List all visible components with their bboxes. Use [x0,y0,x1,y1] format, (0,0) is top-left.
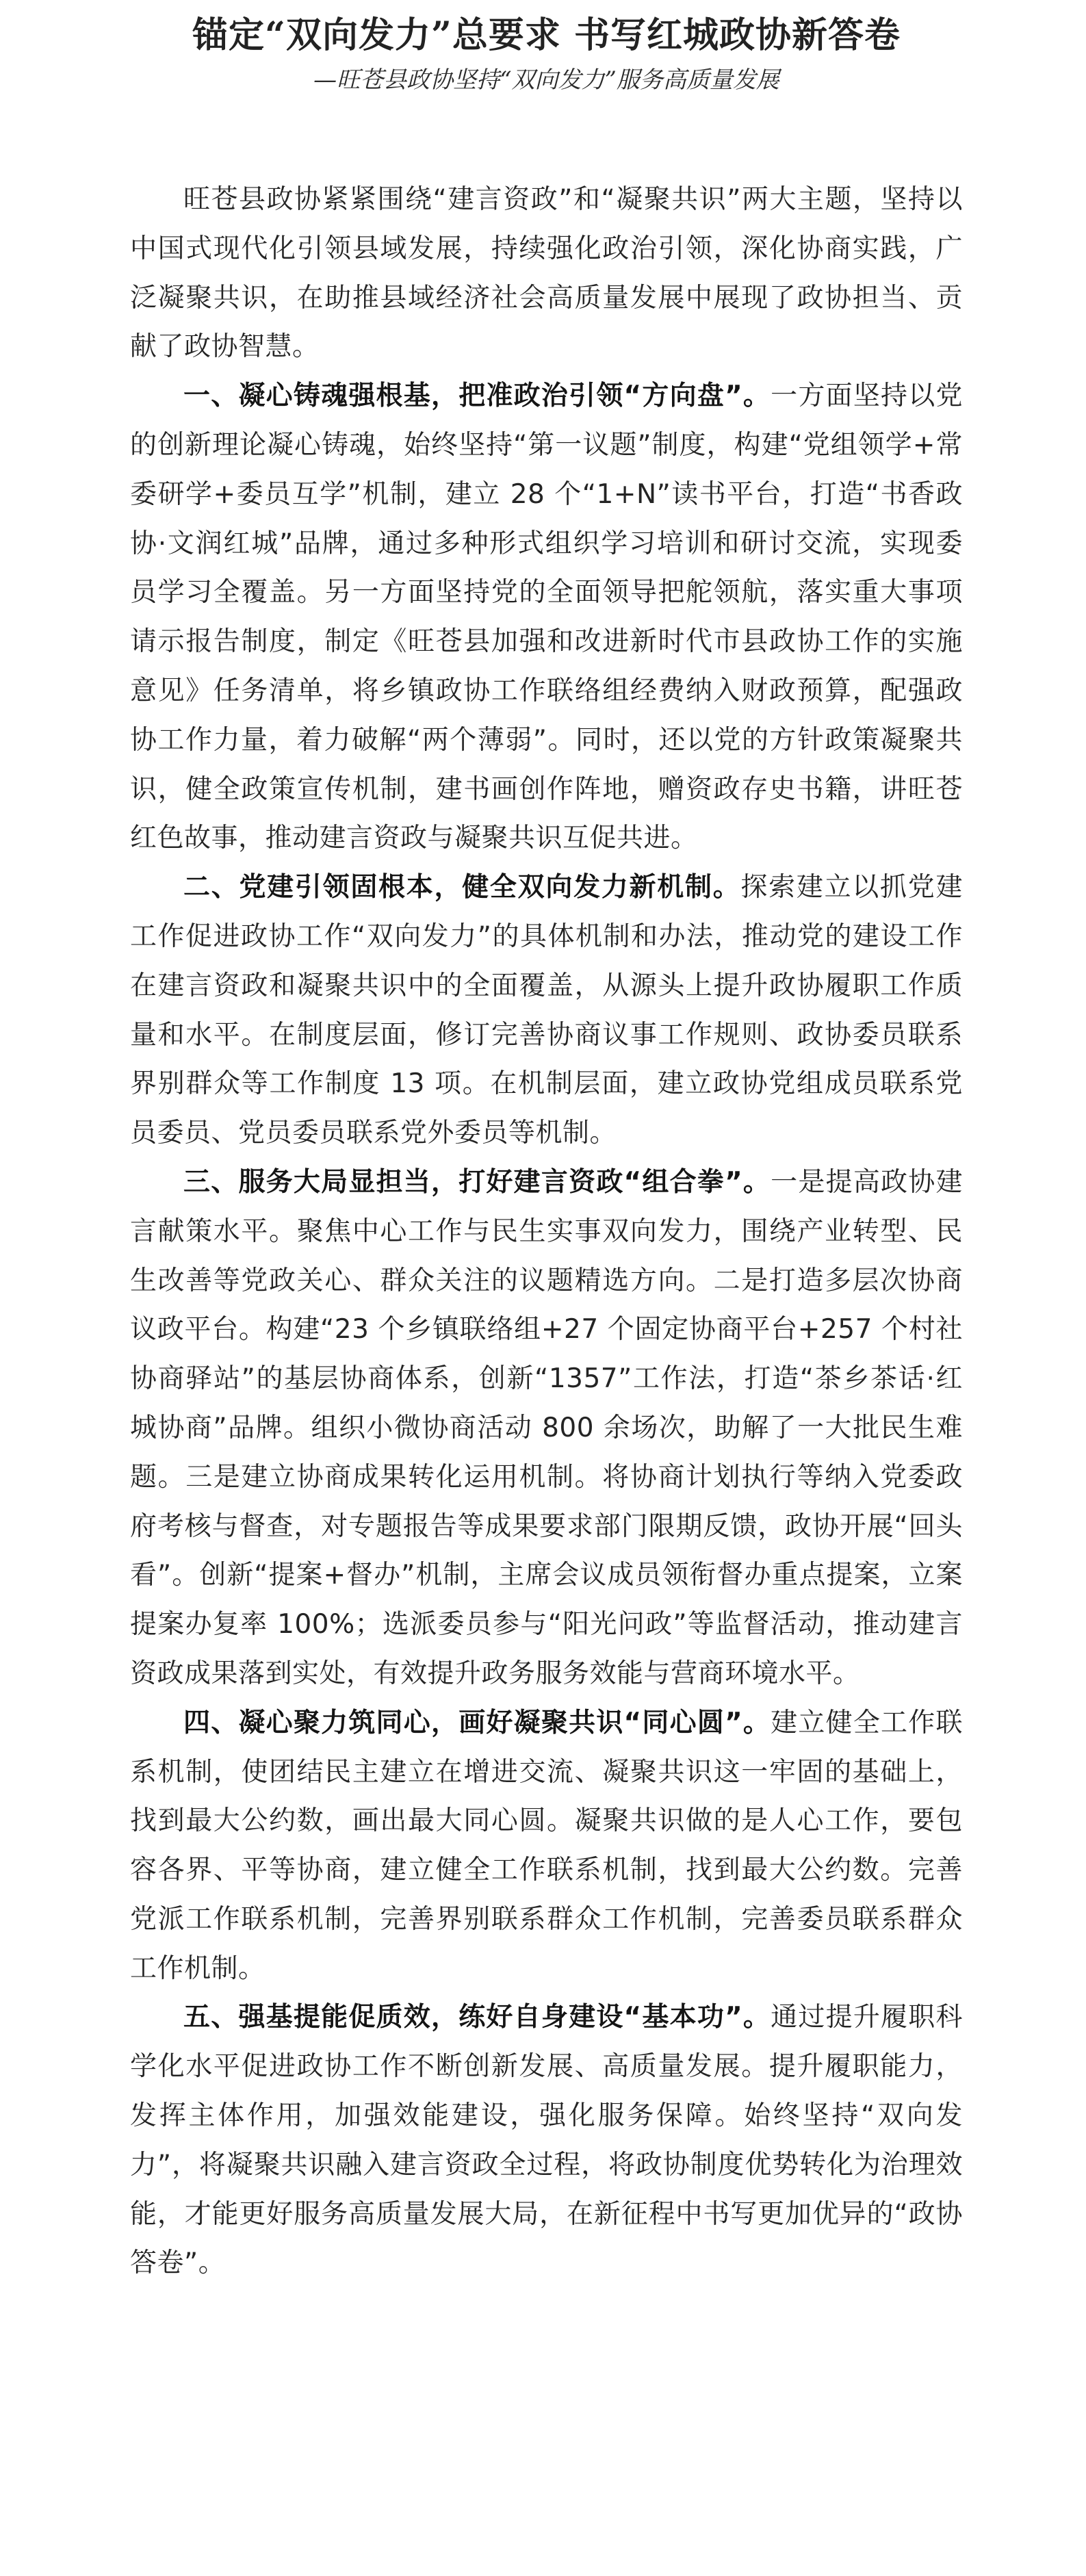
article-body [130,175,963,2288]
section-paragraph-2 [130,863,963,1158]
section-heading-3: 三、服务大局显担当，打好建言资政“组合拳”。 [183,1166,771,1198]
section-heading-1: 一、凝心铸魂强根基，把准政治引领“方向盘”。 [183,381,771,412]
section-heading-4: 四、凝心聚力筑同心，画好凝聚共识“同心圆”。 [183,1707,771,1738]
intro-paragraph: 旺苍县政协紧紧围绕“建言资政”和“凝聚共识”两大主题，坚持以中国式现代化引领县域发展，持续强化政治引领，深化协商实践，广泛凝聚共识，在助推县域经济社会高质量发展中展现了政协担当、贡献了政协智慧。 [130,184,963,363]
section-body-4: 建立健全工作联系机制，使团结民主建立在增进交流、凝聚共识这一牢固的基础上，找到最大公约数，画出最大同心圆。凝聚共识做的是人心工作，要包容各界、平等协商，建立健全工作联系机制，找到最大公约数。完善党派工作联系机制，完善界别联系群众工作机制，完善委员联系群众工作机制。 [130,1707,963,1984]
section-body-5: 通过提升履职科学化水平促进政协工作不断创新发展、高质量发展。提升履职能力，发挥主体作用，加强效能建设，强化服务保障。始终坚持“双向发力”，将凝聚共识融入建言资政全过程，将政协制度优势转化为治理效能，才能更好服务高质量发展大局，在新征程中书写更加优异的“政协答卷”。 [130,2002,963,2279]
section-paragraph-1 [130,372,963,863]
article-title: 锚定“双向发力”总要求 书写红城政协新答卷 [192,14,901,56]
section-body-3: 一是提高政协建言献策水平。聚焦中心工作与民生实事双向发力，围绕产业转型、民生改善等党政关心、群众关注的议题精选方向。二是打造多层次协商议政平台。构建“23 个乡镇联络组+27 个固定协商平台+257 个村社协商驿站”的基层协商体系，创新“1357”工作法，打造“茶乡茶话·红城协商”品牌。组织小微协商活动 800 余场次，助解了一大批民生难题。三是建立协商成果转化运用机制。将协商计划执行等纳入党委政府考核与督查，对专题报告等成果要求部门限期反馈，政协开展“回头看”。创新“提案+督办”机制，主席会议成员领衔督办重点提案，立案提案办复率 100%；选派委员参与“阳光问政”等监督活动，推动建言资政成果落到实处，有效提升政务服务效能与营商环境水平。 [130,1166,963,1689]
section-paragraph-3 [130,1158,963,1699]
section-body-1: 一方面坚持以党的创新理论凝心铸魂，始终坚持“第一议题”制度，构建“党组领学+常委研学+委员互学”机制，建立 28 个“1+N”读书平台，打造“书香政协·文润红城”品牌，通过多种形式组织学习培训和研讨交流，实现委员学习全覆盖。另一方面坚持党的全面领导把舵领航，落实重大事项请示报告制度，制定《旺苍县加强和改进新时代市县政协工作的实施意见》任务清单，将乡镇政协工作联络组经费纳入财政预算，配强政协工作力量，着力破解“两个薄弱”。同时，还以党的方针政策凝聚共识，健全政策宣传机制，建书画创作阵地，赠资政存史书籍，讲旺苍红色故事，推动建言资政与凝聚共识互促共进。 [130,381,963,854]
section-heading-5: 五、强基提能促质效，练好自身建设“基本功”。 [183,2002,771,2033]
section-body-2: 探索建立以抓党建工作促进政协工作“双向发力”的具体机制和办法，推动党的建设工作在建言资政和凝聚共识中的全面覆盖，从源头上提升政协履职工作质量和水平。在制度层面，修订完善协商议事工作规则、政协委员联系界别群众等工作制度 13 项。在机制层面，建立政协党组成员联系党员委员、党员委员联系党外委员等机制。 [130,872,963,1149]
section-heading-2: 二、党建引领固根本，健全双向发力新机制。 [183,872,741,903]
section-paragraph-4 [130,1699,963,1994]
section-paragraph-5 [130,1993,963,2288]
article-subtitle: —旺苍县政协坚持“双向发力”服务高质量发展 [313,66,779,94]
